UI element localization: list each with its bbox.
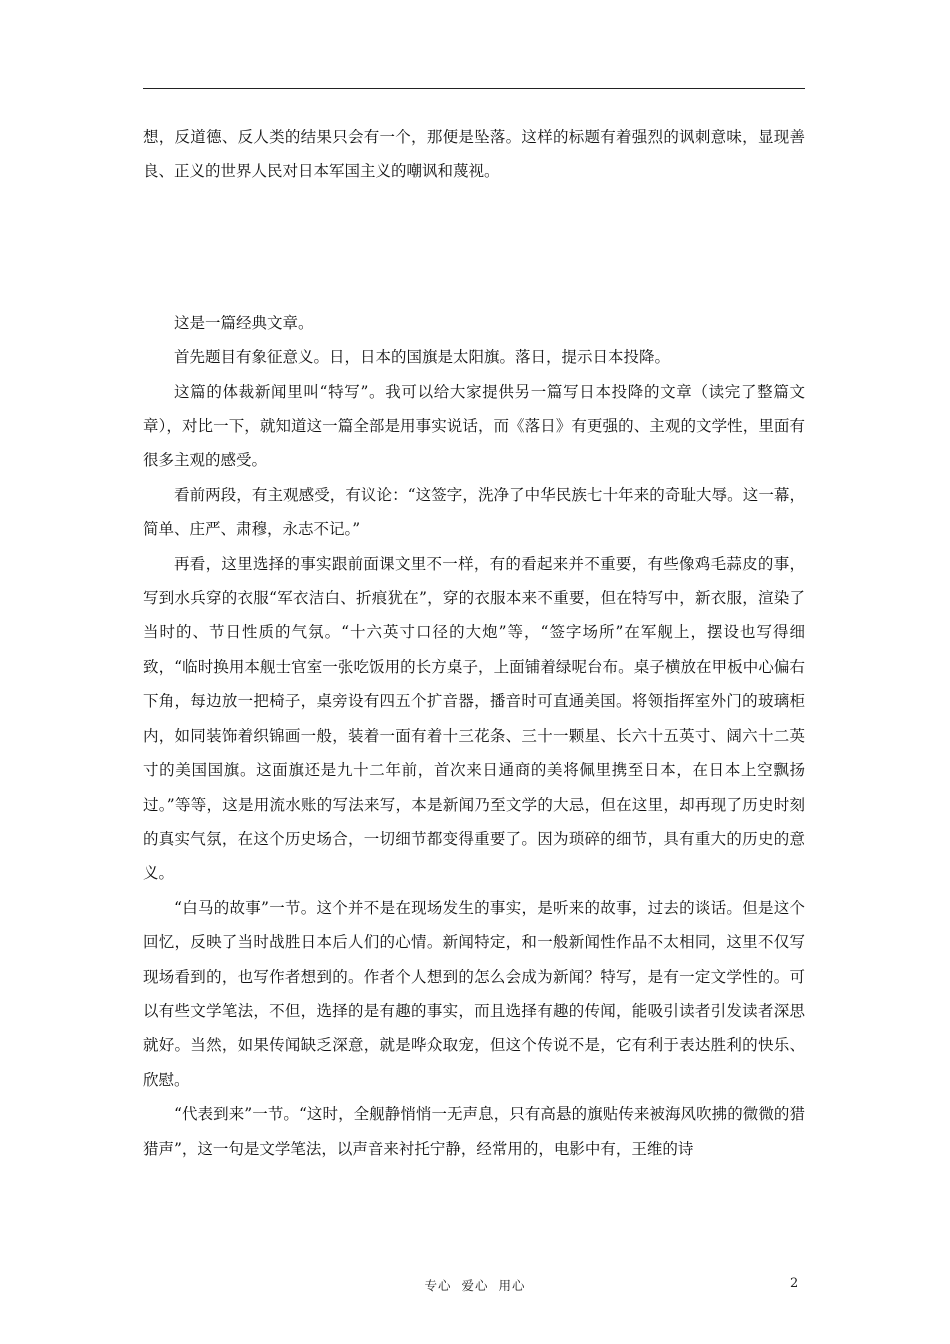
paragraph: “白马的故事”一节。这个并不是在现场发生的事实，是听来的故事，过去的谈话。但是这个回忆，反映了当时战胜日本后人们的心情。新闻特定，和一般新闻性作品不太相同，这里不仅写现场看到的，也写作者想到的。作者个人想到的怎么会成为新闻？特写，是有一定文学性的。可以有些文学笔法，不但，选择的是有趣的事实，而且选择有趣的传闻，能吸引读者引发读者深思就好。当然，如果传闻缺乏深意，就是哗众取宠，但这个传说不是，它有利于表达胜利的快乐、欣慰。: [143, 898, 805, 1089]
page-number: 2: [790, 1276, 799, 1291]
paragraph: 这是一篇经典文章。: [174, 313, 314, 332]
paragraph: 看前两段，有主观感受，有议论：“这签字，洗净了中华民族七十年来的奇耻大辱。这一幕，简单、庄严、肃穆，永志不记。”: [143, 485, 805, 539]
header-rule: [143, 88, 805, 89]
paragraph: 这篇的体裁新闻里叫“特写”。我可以给大家提供另一篇写日本投降的文章（读完了整篇文章），对比一下，就知道这一篇全部是用事实说话，而《落日》有更强的、主观的文学性，里面有很多主观的感受。: [143, 382, 805, 470]
paragraph: 首先题目有象征意义。日，日本的国旗是太阳旗。落日，提示日本投降。: [174, 348, 671, 367]
page-body: [143, 120, 805, 1166]
paragraph: 再看，这里选择的事实跟前面课文里不一样，有的看起来并不重要，有些像鸡毛蒜皮的事，写到水兵穿的衣服“军衣洁白、折痕犹在”，穿的衣服本来不重要，但在特写中，新衣服，渲染了当时的、节日性质的气氛。“十六英寸口径的大炮”等，“签字场所”在军舰上，摆设也写得细致，“临时换用本舰士官室一张吃饭用的长方桌子，上面铺着绿呢台布。桌子横放在甲板中心偏右下角，每边放一把椅子，桌旁设有四五个扩音器，播音时可直通美国。将领指挥室外门的玻璃柜内，如同装饰着织锦画一般，装着一面有着十三花条、三十一颗星、长六十五英寸、阔六十二英寸的美国国旗。这面旗还是九十二年前，首次来日通商的美将佩里携至日本，在日本上空飘扬过。”等等，这是用流水账的写法来写，本是新闻乃至文学的大忌，但在这里，却再现了历史时刻的真实气氛，在这个历史场合，一切细节都变得重要了。因为琐碎的细节，具有重大的历史的意义。: [143, 554, 805, 883]
paragraph-continuation: 想，反道德、反人类的结果只会有一个，那便是坠落。这样的标题有着强烈的讽刺意味，显现善良、正义的世界人民对日本军国主义的嘲讽和蔑视。: [143, 128, 805, 181]
footer-motto: 专心 爱心 用心: [424, 1278, 526, 1293]
paragraph: “代表到来”一节。“这时，全舰静悄悄一无声息，只有高悬的旗贴传来被海风吹拂的微微的猎猎声”，这一句是文学笔法，以声音来衬托宁静，经常用的，电影中有，王维的诗: [143, 1105, 805, 1158]
